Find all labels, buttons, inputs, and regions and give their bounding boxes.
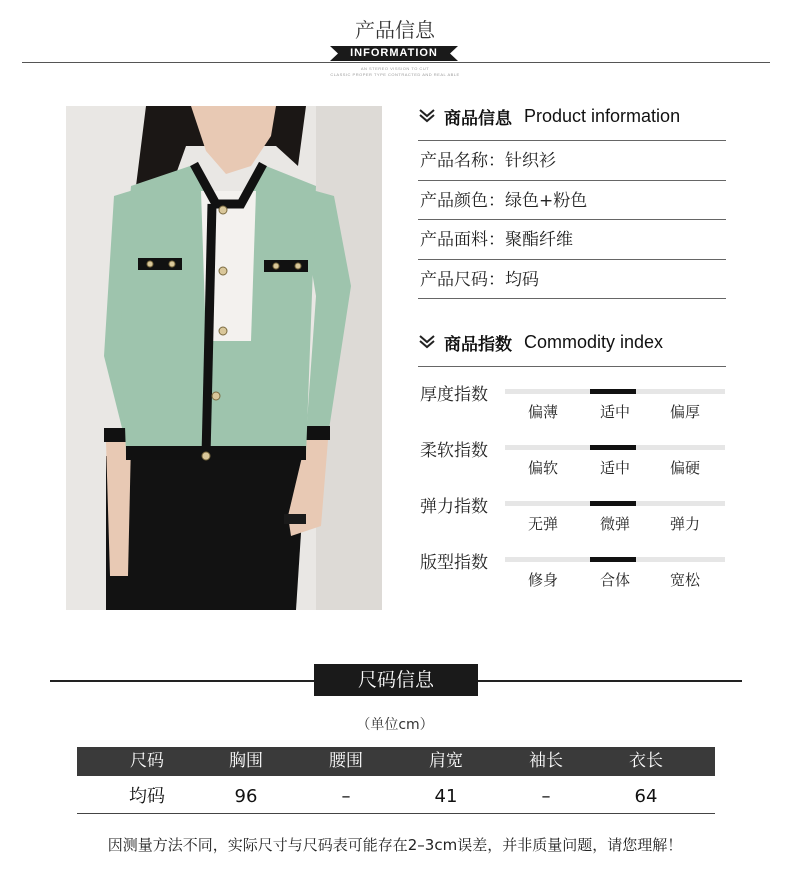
product-size-row: 产品尺码：均码: [420, 270, 539, 290]
index-label: 柔软指数: [420, 441, 488, 461]
column-header: 袖长: [529, 751, 563, 771]
commodity-index-heading-zh: 商品指数: [444, 334, 512, 355]
header-caption-1: AN STEREO VISSION TO CUT: [360, 66, 430, 71]
page-title: 产品信息: [355, 18, 435, 42]
index-option: 偏硬: [669, 459, 700, 477]
divider: [418, 366, 726, 367]
column-header: 尺码: [130, 751, 164, 771]
index-option: 偏厚: [669, 403, 700, 421]
column-header: 胸围: [229, 751, 263, 771]
index-option: 无弹: [527, 515, 558, 533]
divider: [418, 219, 726, 220]
product-color-row: 产品颜色：绿色+粉色: [420, 191, 588, 211]
index-option: 偏薄: [527, 403, 558, 421]
index-option: 适中: [599, 459, 630, 477]
divider: [418, 140, 726, 141]
measurement-note: 因测量方法不同，实际尺寸与尺码表可能存在2–3cm误差，并非质量问题，请您理解！: [107, 836, 683, 854]
index-label: 版型指数: [420, 553, 488, 573]
index-option: 偏软: [527, 459, 558, 477]
table-cell: –: [541, 786, 551, 807]
information-badge: [330, 46, 458, 61]
column-header: 衣长: [629, 751, 663, 771]
size-title-line-right: [478, 680, 742, 682]
size-info-title: 尺码信息: [314, 664, 478, 696]
double-chevron-icon: [418, 109, 436, 123]
header-caption-2: CLASSIC PROPER TYPE CONTRACTED AND REAL ABLE: [330, 72, 460, 77]
product-fabric-row: 产品面料：聚酯纤维: [420, 230, 573, 250]
index-option: 修身: [527, 571, 558, 589]
product-info-heading-zh: 商品信息: [444, 108, 512, 129]
header-divider: [22, 62, 770, 63]
divider: [418, 180, 726, 181]
table-cell: 64: [634, 786, 658, 807]
commodity-index-heading-en: Commodity index: [524, 331, 664, 352]
column-header: 肩宽: [429, 751, 463, 771]
size-title-line-left: [50, 680, 314, 682]
product-photo: [66, 106, 382, 610]
product-info-heading-en: Product information: [524, 105, 681, 126]
table-row: [77, 782, 715, 812]
product-name-row: 产品名称：针织衫: [420, 151, 556, 171]
index-label: 弹力指数: [420, 497, 488, 517]
index-option: 合体: [599, 571, 630, 589]
unit-label: （单位cm）: [356, 717, 434, 733]
table-bottom-line: [77, 813, 715, 814]
index-option: 宽松: [669, 571, 700, 589]
column-header: 腰围: [329, 751, 363, 771]
divider: [418, 298, 726, 299]
table-cell: 均码: [129, 786, 165, 807]
commodity-index-heading: [418, 330, 663, 354]
table-cell: 41: [434, 786, 458, 807]
index-option: 弹力: [669, 515, 700, 533]
index-selected-marker: [590, 501, 636, 506]
index-selected-marker: [590, 445, 636, 450]
divider: [418, 259, 726, 260]
size-table-header: [77, 747, 715, 776]
index-label: 厚度指数: [420, 385, 488, 405]
product-info-heading: [418, 104, 680, 128]
index-selected-marker: [590, 557, 636, 562]
badge-label: INFORMATION: [350, 47, 438, 59]
index-selected-marker: [590, 389, 636, 394]
table-cell: 96: [234, 786, 258, 807]
double-chevron-icon: [418, 335, 436, 349]
index-option: 微弹: [599, 515, 630, 533]
table-cell: –: [341, 786, 351, 807]
index-option: 适中: [599, 403, 630, 421]
